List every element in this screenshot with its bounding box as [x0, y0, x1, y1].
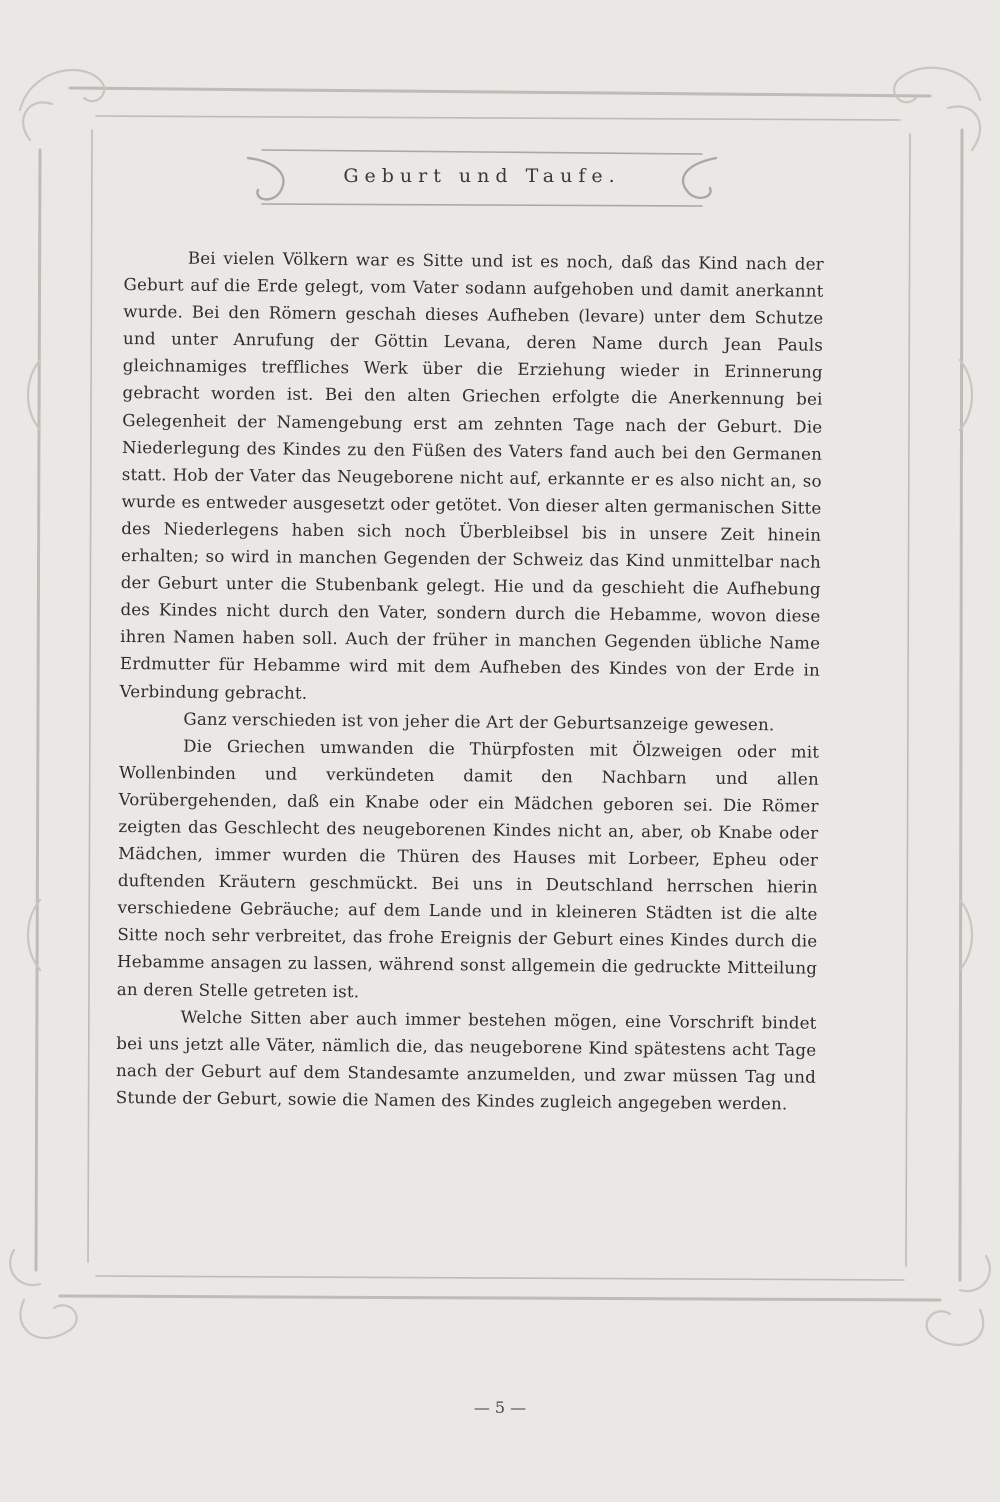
paragraph: Bei vielen Völkern war es Sitte und ist es noch, daß das Kind nach der Geburt auf die Erde gelegt, vom Vater sodann aufgehoben und damit anerkannt wurde. Bei den Römern geschah dieses Aufheben (levare) unter dem Schutze und unter Anrufung der Göttin Levana, deren Name durch Jean Pauls gleichnamiges treffliches Werk über die Erziehung wieder in Erinnerung gebracht worden ist. Bei den alten Griechen erfolgte die Anerkennung bei Gelegenheit der Namengebung erst am zehnten Tage nach der Geburt. Die Niederlegung des Kindes zu den Füßen des Vaters fand auch bei den Germanen statt. Hob der Vater das Neugeborene nicht auf, erkannte er es also nicht an, so wurde es entweder ausgesetzt oder getötet. Von dieser alten germanischen Sitte des Niederlegens haben sich noch Überbleibsel bis in unsere Zeit hinein erhalten; so wird in manchen Gegenden der Schweiz das Kind unmittelbar nach der Geburt unter die Stubenbank gelegt. Hie und da geschieht die Aufhebung des Kindes nicht durch den Vater, sondern durch die Hebamme, wovon diese ihren Namen haben soll. Auch der früher in manchen Gegenden übliche Name Erdmutter für Hebamme wird mit dem Aufheben des Kindes von der Erde in Verbindung gebracht. [119, 248, 824, 703]
paragraph: Ganz verschieden ist von jeher die Art der Geburtsanzeige gewesen. [183, 709, 775, 734]
page-number: — 5 — [473, 1398, 527, 1417]
chapter-heading [262, 150, 702, 202]
chapter-title: Geburt und Taufe. [343, 165, 621, 187]
paragraph: Die Griechen umwanden die Thürpfosten mit Ölzweigen oder mit Wollenbinden und verkündeten damit den Nachbarn und allen Vorübergehenden, daß ein Knabe oder ein Mädchen geboren sei. Die Römer zeigten das Geschlecht des neugeborenen Kindes nicht an, aber, ob Knabe oder Mädchen, immer wurden die Thüren des Hauses mit Lorbeer, Epheu oder duftenden Kräutern geschmückt. Bei uns in Deutschland herrschen hierin verschiedene Gebräuche; auf dem Lande und in kleineren Städten ist die alte Sitte noch sehr verbreitet, das frohe Ereignis der Geburt eines Kindes durch die Hebamme ansagen zu lassen, während sonst allgemein die gedruckte Mitteilung an deren Stelle getreten ist. [116, 736, 820, 1001]
body-text [116, 244, 824, 1118]
paragraph: Welche Sitten aber auch immer bestehen mögen, eine Vorschrift bindet bei uns jetzt alle Väter, nämlich die, das neugeborene Kind spätestens acht Tage nach der Geburt auf dem Standesamte anzumelden, und zwar müssen Tag und Stunde der Geburt, sowie die Namen des Kindes zugleich angegeben werden. [115, 1007, 817, 1114]
